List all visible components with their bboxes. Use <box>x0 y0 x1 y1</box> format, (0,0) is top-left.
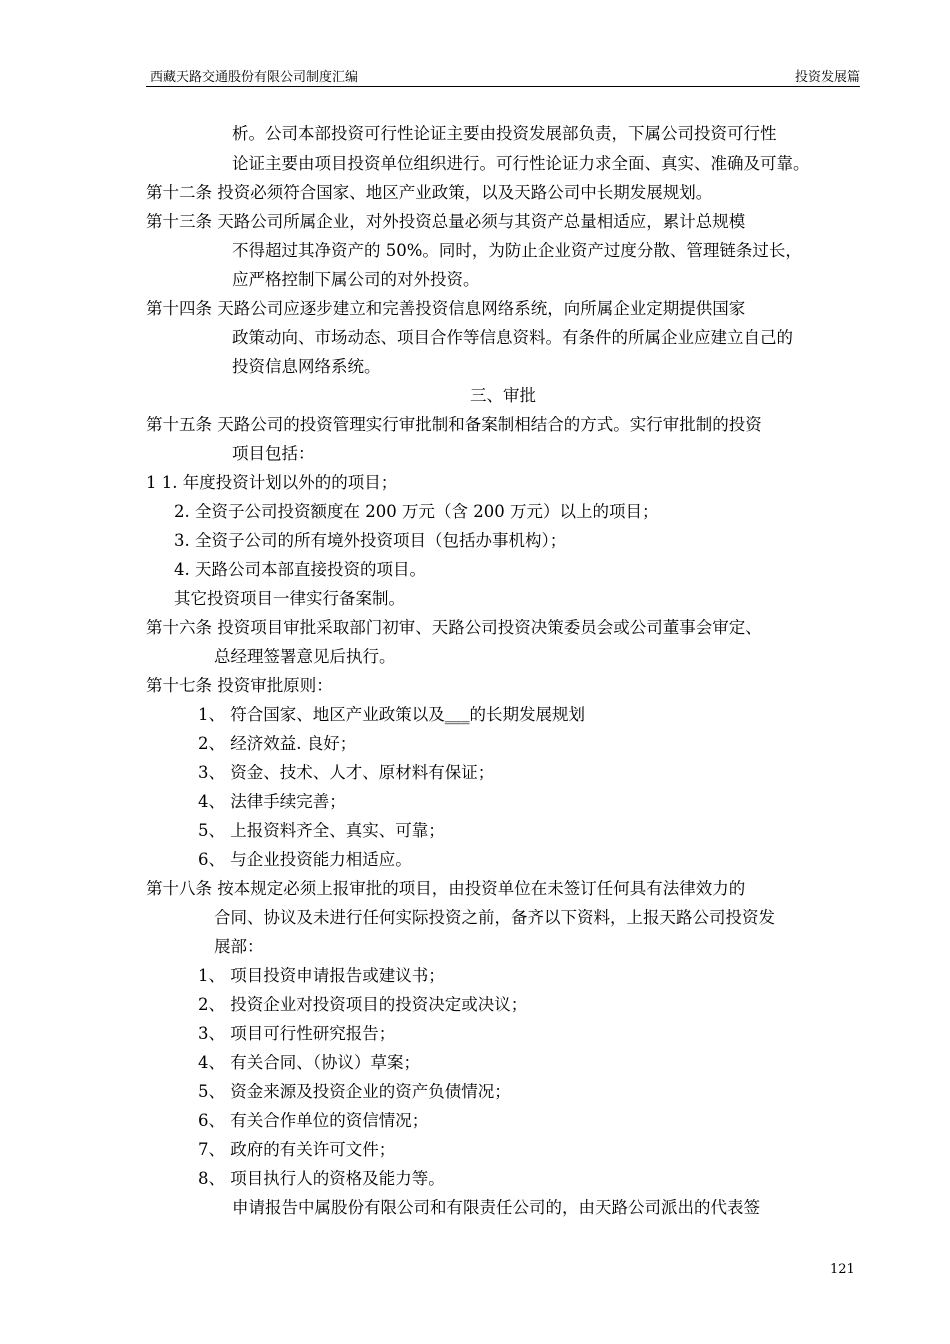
list-item: 4、 法律手续完善； <box>198 792 346 811</box>
list-item: 3、 项目可行性研究报告； <box>198 1024 396 1043</box>
page-number: 121 <box>830 1262 855 1277</box>
list-item: 1、 项目投资申请报告或建议书； <box>198 966 445 985</box>
page-header <box>146 66 860 86</box>
article-15: 第十五条 天路公司的投资管理实行审批制和备案制相结合的方式。实行审批制的投资 <box>146 415 762 434</box>
text-line: 不得超过其净资产的 50%。同时，为防止企业资产过度分散、管理链条过长， <box>232 241 802 260</box>
article-16: 第十六条 投资项目审批采取部门初审、天路公司投资决策委员会或公司董事会审定、 <box>146 618 762 637</box>
header-section: 投资发展篇 <box>794 70 860 85</box>
list-item: 8、 项目执行人的资格及能力等。 <box>198 1169 445 1188</box>
text-line: 其它投资项目一律实行备案制。 <box>174 589 405 608</box>
article-18: 第十八条 按本规定必须上报审批的项目，由投资单位在未签订任何具有法律效力的 <box>146 879 746 898</box>
header-title: 西藏天路交通股份有限公司制度汇编 <box>150 70 359 85</box>
list-item: 6、 与企业投资能力相适应。 <box>198 850 412 869</box>
list-item: 2. 全资子公司投资额度在 200 万元（含 200 万元）以上的项目； <box>174 502 659 521</box>
section-heading: 三、审批 <box>470 386 536 405</box>
header-rule <box>146 86 860 87</box>
list-item: 4. 天路公司本部直接投资的项目。 <box>174 560 426 579</box>
list-item: 7、 政府的有关许可文件； <box>198 1140 396 1159</box>
text-line: 申请报告中属股份有限公司和有限责任公司的，由天路公司派出的代表签 <box>232 1198 760 1217</box>
list-item: 2、 投资企业对投资项目的投资决定或决议； <box>198 995 528 1014</box>
text-line: 应严格控制下属公司的对外投资。 <box>232 270 480 289</box>
list-item: 3. 全资子公司的所有境外投资项目（包括办事机构）； <box>174 531 567 550</box>
article-14: 第十四条 天路公司应逐步建立和完善投资信息网络系统，向所属企业定期提供国家 <box>146 299 746 318</box>
list-item: 2、 经济效益. 良好； <box>198 734 357 753</box>
list-item: 4、 有关合同、（协议）草案； <box>198 1053 420 1072</box>
text-line: 展部： <box>214 937 264 956</box>
article-17: 第十七条 投资审批原则： <box>146 676 333 695</box>
list-item: 6、 有关合作单位的资信情况； <box>198 1111 429 1130</box>
text-line: 合同、协议及未进行任何实际投资之前，备齐以下资料，上报天路公司投资发 <box>214 908 775 927</box>
article-13: 第十三条 天路公司所属企业，对外投资总量必须与其资产总量相适应，累计总规模 <box>146 212 746 231</box>
list-item: 3、 资金、技术、人才、原材料有保证； <box>198 763 495 782</box>
list-item: 1、 符合国家、地区产业政策以及‗‗‗的长期发展规划 <box>198 705 585 724</box>
text-line: 政策动向、市场动态、项目合作等信息资料。有条件的所属企业应建立自己的 <box>232 328 793 347</box>
list-item: 1 1. 年度投资计划以外的的项目； <box>146 473 398 492</box>
list-item: 5、 资金来源及投资企业的资产负债情况； <box>198 1082 511 1101</box>
text-line: 析。公司本部投资可行性论证主要由投资发展部负责，下属公司投资可行性 <box>232 124 777 143</box>
list-item: 5、 上报资料齐全、真实、可靠； <box>198 821 445 840</box>
text-line: 论证主要由项目投资单位组织进行。可行性论证力求全面、真实、准确及可靠。 <box>232 154 810 173</box>
text-line: 项目包括： <box>232 444 315 463</box>
text-line: 投资信息网络系统。 <box>232 357 381 376</box>
article-12: 第十二条 投资必须符合国家、地区产业政策，以及天路公司中长期发展规划。 <box>146 183 713 202</box>
text-line: 总经理签署意见后执行。 <box>214 647 396 666</box>
